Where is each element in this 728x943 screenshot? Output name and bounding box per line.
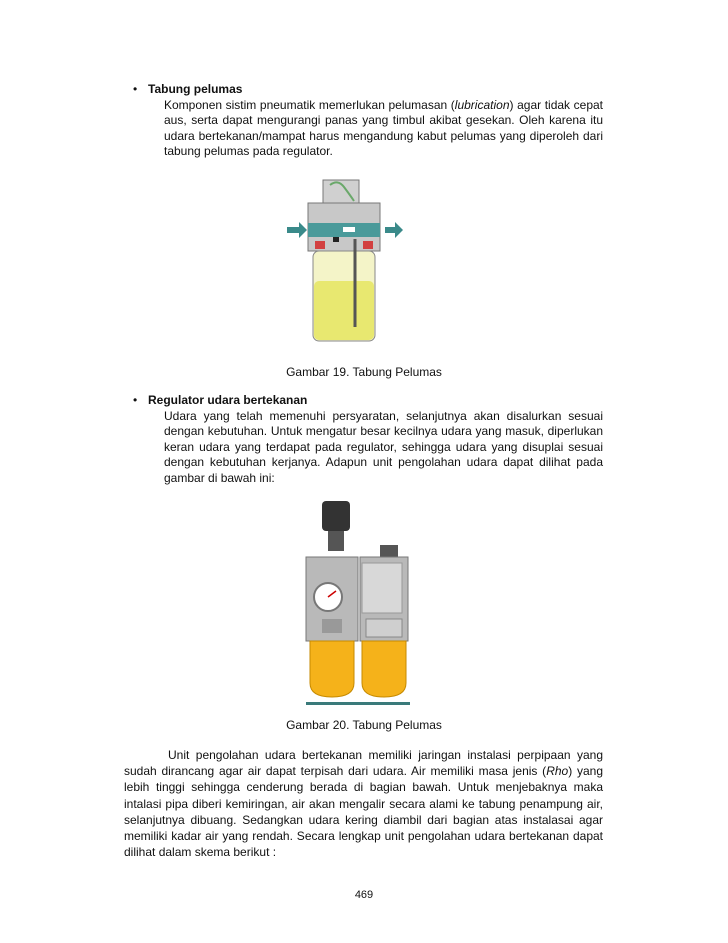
bullet-marker: • bbox=[133, 82, 138, 96]
lubricator-diagram bbox=[285, 177, 403, 345]
bullet-tabung-pelumas bbox=[133, 82, 604, 160]
bullet-regulator bbox=[133, 393, 603, 486]
bullet-marker: • bbox=[133, 393, 138, 407]
section-paragraph: Udara yang telah memenuhi persyaratan, selanjutnya akan disalurkan sesuai dengan kebutuhan. Untuk mengatur besar kecilnya udara yang masuk, diperlukan keran udara yang terdapat pada regulator, sehingga udara yang disuplai sesuai dengan kebutuhan kerjanya. Adapun unit pengolahan udara dapat dilihat pada gambar di bawah ini: bbox=[164, 408, 603, 485]
section-paragraph: Komponen sistim pneumatik memerlukan pelumasan (lubrication) agar tidak cepat aus, serta dapat mengurangi panas yang timbul akibat gesekan. Oleh karena itu udara bertekanan/mampat harus mengandung kabut pelumas yang diperoleh dari tabung pelumas pada regulator. bbox=[164, 97, 604, 158]
section-title: Regulator udara bertekanan bbox=[148, 393, 308, 407]
figure-19-caption: Gambar 19. Tabung Pelumas bbox=[286, 365, 442, 379]
figure-20-caption: Gambar 20. Tabung Pelumas bbox=[286, 718, 442, 732]
body-paragraph: Unit pengolahan udara bertekanan memiliki jaringan instalasi perpipaan yang sudah dirancang agar air dapat terpisah dari udara. Air memiliki masa jenis (Rho) yang lebih tinggi sehingga cenderung berada di bagian bawah. Untuk menjebaknya maka intalasi pipa diberi kemiringan, air akan mengalir secara alami ke tabung penampung air, selanjutnya dibuang. Sedangkan udara kering diambil dari bagian atas instalasai agar memiliki kadar air yang rendah. Secara lengkap unit pengolahan udara bertekanan dapat dilihat dalam skema berikut : bbox=[124, 748, 603, 860]
air-service-unit-diagram bbox=[302, 497, 414, 705]
inlet-arrow-icon bbox=[287, 222, 307, 238]
page-number: 469 bbox=[354, 889, 374, 901]
outlet-arrow-icon bbox=[385, 222, 403, 238]
figure-air-service-unit bbox=[302, 497, 414, 705]
figure-lubricator-illustration bbox=[285, 177, 403, 345]
section-title: Tabung pelumas bbox=[148, 82, 243, 96]
